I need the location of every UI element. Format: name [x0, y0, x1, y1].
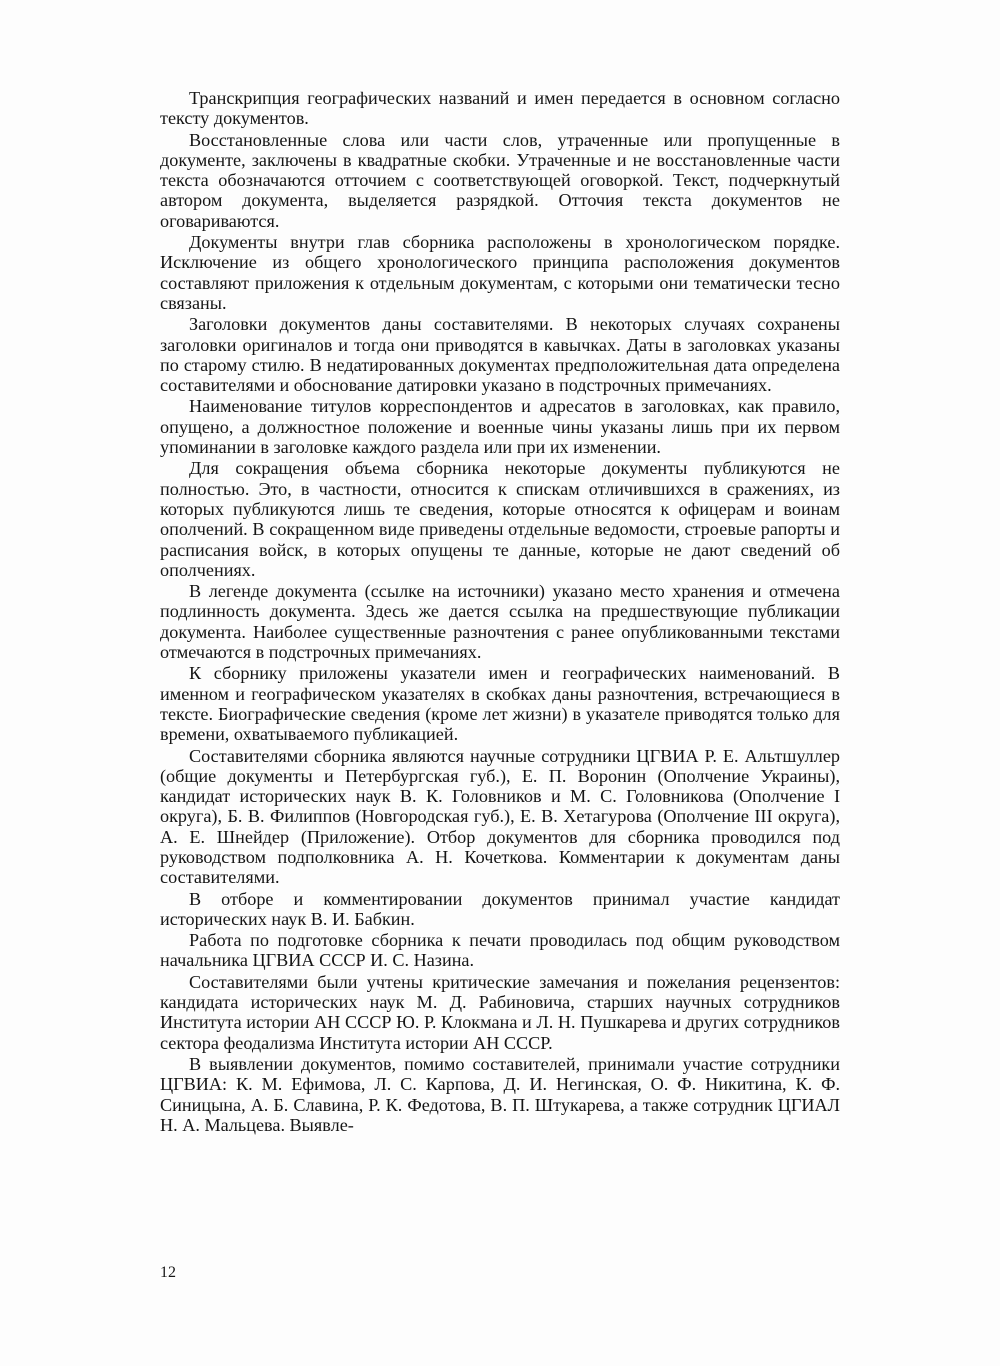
paragraph-headings: Заголовки документов даны составителями. В некоторых случаях сохранены заголовки оригиналов и тогда они приводятся в кавычках. Даты в заголовках указаны по старому стилю. В недатированных документах предположительная дата определена составителями и обоснование датировки указано в подстрочных примечаниях.: [160, 314, 840, 396]
page-number: 12: [160, 1264, 176, 1281]
paragraph-commentary: В отборе и комментировании документов принимал участие кандидат исторических наук В. И. Бабкин.: [160, 888, 840, 929]
paragraph-restored-words: Восстановленные слова или части слов, утраченные или пропущенные в документе, заключены в квадратные скобки. Утраченные и не восстановленные части текста обозначаются отточием с соответствующей оговоркой. Текст, подчеркнутый автором документа, выделяется разрядкой. Отточия текста документов не оговариваются.: [160, 129, 840, 231]
paragraph-legend: В легенде документа (ссылке на источники) указано место хранения и отмечена подлинность документа. Здесь же дается ссылка на предшествующие публикации документа. Наиболее существенные разночтения с ранее опубликованными текстами отмечаются в подстрочных примечаниях.: [160, 581, 840, 663]
paragraph-supervision: Работа по подготовке сборника к печати проводилась под общим руководством начальника ЦГВИА СССР И. С. Назина.: [160, 930, 840, 971]
paragraph-compilers: Составителями сборника являются научные сотрудники ЦГВИА Р. Е. Альтшуллер (общие документы и Петербургская губ.), Е. П. Воронин (Ополчение Украины), кандидат исторических наук В. К. Головников и М. С. Головникова (Ополчение I округа), Б. В. Филиппов (Новгородская губ.), Е. В. Хетагурова (Ополчение III округа), А. Е. Шнейдер (Приложение). Отбор документов для сборника проводился под руководством подполковника А. Н. Кочеткова. Комментарии к документам даны составителями.: [160, 745, 840, 888]
paragraph-transcription: Транскрипция географических названий и имен передается в основном согласно тексту документов.: [160, 88, 840, 129]
paragraph-titles: Наименование титулов корреспондентов и адресатов в заголовках, как правило, опущено, а должностное положение и военные чины указаны лишь при их первом упоминании в заголовке каждого раздела или при их изменении.: [160, 396, 840, 458]
paragraph-identification: В выявлении документов, помимо составителей, принимали участие сотрудники ЦГВИА: К. М. Ефимова, Л. С. Карпова, Д. И. Негинская, О. Ф. Никитина, К. Ф. Синицына, А. Б. Славина, Р. К. Федотова, В. П. Штукарева, а также сотрудник ЦГИАЛ Н. А. Мальцева. Выявле-: [160, 1053, 840, 1135]
paragraph-reviewers: Составителями были учтены критические замечания и пожелания рецензентов: кандидата исторических наук М. Д. Рабиновича, старших научных сотрудников Института истории АН СССР Ю. Р. Клокмана и Л. Н. Пушкарева и других сотрудников сектора феодализма Института истории АН СССР.: [160, 971, 840, 1053]
body-text: [160, 88, 840, 1136]
paragraph-indexes: К сборнику приложены указатели имен и географических наименований. В именном и географическом указателях в скобках даны разночтения, встречающиеся в тексте. Биографические сведения (кроме лет жизни) в указателе приводятся только для времени, охватываемого публикацией.: [160, 663, 840, 745]
paragraph-abridgement: Для сокращения объема сборника некоторые документы публикуются не полностью. Это, в частности, относится к спискам отличившихся в сражениях, из которых публикуются лишь те сведения, которые относятся к офицерам и воинам ополчений. В сокращенном виде приведены отдельные ведомости, строевые рапорты и расписания войск, в которых опущены те данные, которые не дают сведений об ополчениях.: [160, 458, 840, 580]
paragraph-chronology: Документы внутри глав сборника расположены в хронологическом порядке. Исключение из общего хронологического принципа расположения документов составляют приложения к отдельным документам, с которыми они тематически тесно связаны.: [160, 232, 840, 313]
